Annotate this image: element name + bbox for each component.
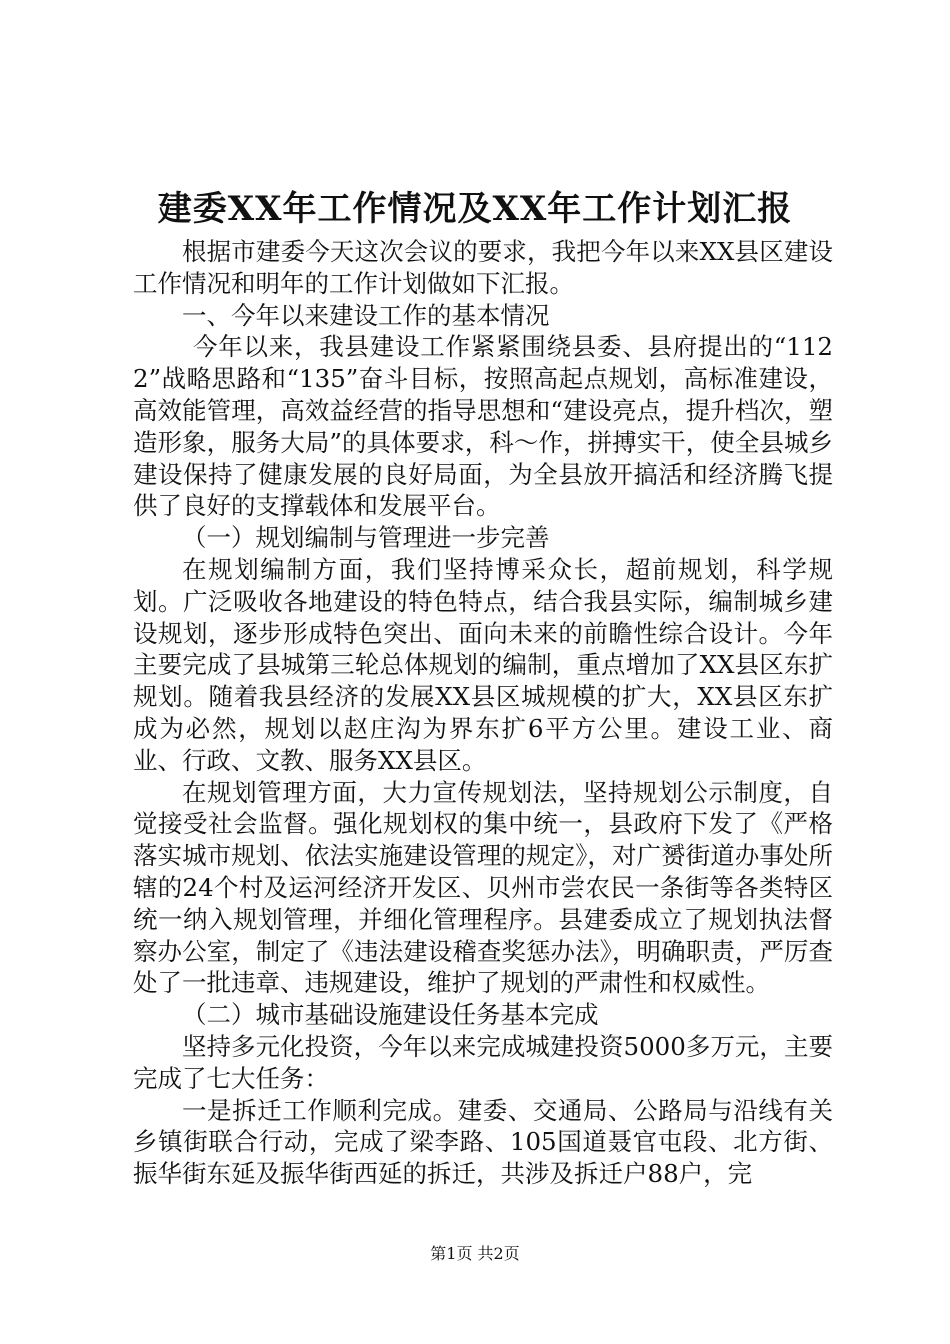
paragraph-planning-compilation: 在规划编制方面，我们坚持博采众长，超前规划，科学规划。广泛吸收各地建设的特色特点，结合我县实际，编制城乡建设规划，逐步形成特色突出、面向未来的前瞻性综合设计。今年主要完成了县城第三轮总体规划的编制，重点增加了XX县区东扩规划。随着我县经济的发展XX县区城规模的扩大，XX县区东扩成为必然，规划以赵庄沟为界东扩6平方公里。建设工业、商业、行政、文教、服务XX县区。 — [133, 554, 833, 775]
paragraph-investment: 坚持多元化投资，今年以来完成城建投资5000多万元，主要完成了七大任务： — [133, 1031, 833, 1093]
paragraph-overview: 今年以来，我县建设工作紧紧围绕县委、县府提出的“1122”战略思路和“135”奋斗目标，按照高起点规划，高标准建设，高效能管理，高效益经营的指导思想和“建设亮点，提升档次，塑造形象，服务大局”的具体要求，科～作，拼搏实干，使全县城乡建设保持了健康发展的良好局面，为全县放开搞活和经济腾飞提供了良好的支撑载体和发展平台。 — [133, 332, 833, 521]
section-heading-1: 一、今年以来建设工作的基本情况 — [182, 300, 550, 330]
subsection-heading-2: （二）城市基础设施建设任务基本完成 — [182, 1000, 599, 1030]
page-footer: 第1页 共2页 — [430, 1244, 520, 1263]
paragraph-planning-management: 在规划管理方面，大力宣传规划法，坚持规划公示制度，自觉接受社会监督。强化规划权的集中统一，县政府下发了《严格落实城市规划、依法实施建设管理的规定》，对广赟街道办事处所辖的24个村及运河经济开发区、贝州市尝农民一条街等各类特区统一纳入规划管理，并细化管理程序。县建委成立了规划执法督察办公室，制定了《违法建设稽查奖惩办法》，明确职责，严厉查处了一批违章、违规建设，维护了规划的严肃性和权威性。 — [133, 777, 833, 998]
subsection-heading-1: （一）规划编制与管理进一步完善 — [182, 523, 550, 553]
paragraph-demolition: 一是拆迁工作顺利完成。建委、交通局、公路局与沿线有关乡镇街联合行动，完成了梁李路、105国道聂官屯段、北方街、振华街东延及振华街西延的拆迁，共涉及拆迁户88户，完 — [133, 1095, 833, 1189]
paragraph-intro: 根据市建委今天这次会议的要求，我把今年以来XX县区建设工作情况和明年的工作计划做如下汇报。 — [133, 237, 833, 298]
document-title: 建委XX年工作情况及XX年工作计划汇报 — [157, 189, 793, 229]
document-body — [133, 236, 833, 1190]
